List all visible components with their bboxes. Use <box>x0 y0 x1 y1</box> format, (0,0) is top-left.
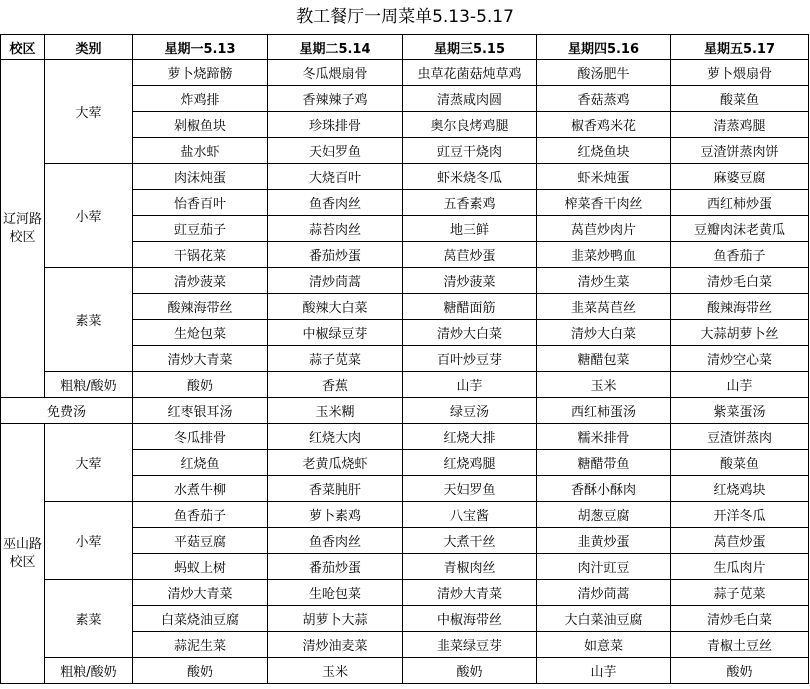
dish-cell: 炸鸡排 <box>133 86 268 112</box>
category-label: 大荤 <box>45 424 133 502</box>
dish-cell: 剁椒鱼块 <box>133 112 268 138</box>
dish-cell: 红烧鱼块 <box>537 138 671 164</box>
dish-cell: 清蒸咸肉圆 <box>403 86 537 112</box>
header-day-fri: 星期五5.17 <box>671 35 809 60</box>
dish-cell: 奥尔良烤鸡腿 <box>403 112 537 138</box>
dish-cell: 中椒绿豆芽 <box>268 320 403 346</box>
dish-cell: 生炝包菜 <box>133 320 268 346</box>
menu-row <box>1 658 809 684</box>
campus-label: 辽河路校区 <box>1 60 45 398</box>
dish-cell: 酸菜鱼 <box>671 450 809 476</box>
header-day-mon: 星期一5.13 <box>133 35 268 60</box>
dish-cell: 清炒茼蒿 <box>268 268 403 294</box>
dish-cell: 大白菜油豆腐 <box>537 606 671 632</box>
dish-cell: 清炒毛白菜 <box>671 268 809 294</box>
dish-cell: 中椒海带丝 <box>403 606 537 632</box>
campus-label: 巫山路校区 <box>1 424 45 684</box>
category-label: 粗粮/酸奶 <box>45 658 133 684</box>
menu-row <box>1 372 809 398</box>
menu-table <box>0 34 809 684</box>
dish-cell: 冬瓜排骨 <box>133 424 268 450</box>
dish-cell: 香蕉 <box>268 372 403 398</box>
dish-cell: 酸奶 <box>133 658 268 684</box>
dish-cell: 鱼香肉丝 <box>268 528 403 554</box>
dish-cell: 如意菜 <box>537 632 671 658</box>
dish-cell: 酸奶 <box>403 658 537 684</box>
dish-cell: 干锅花菜 <box>133 242 268 268</box>
dish-cell: 豆瓣肉沫老黄瓜 <box>671 216 809 242</box>
dish-cell: 莴苣炒蛋 <box>403 242 537 268</box>
soup-section <box>1 398 809 424</box>
dish-cell: 韭菜炒鸭血 <box>537 242 671 268</box>
dish-cell: 白菜烧油豆腐 <box>133 606 268 632</box>
dish-cell: 韭菜莴苣丝 <box>537 294 671 320</box>
header-category: 类别 <box>45 35 133 60</box>
dish-cell: 萝卜烧蹄髈 <box>133 60 268 86</box>
soup-label: 免费汤 <box>1 398 133 424</box>
category-label: 素菜 <box>45 580 133 658</box>
menu-row <box>1 60 809 86</box>
dish-cell: 椒香鸡米花 <box>537 112 671 138</box>
dish-cell: 八宝酱 <box>403 502 537 528</box>
dish-cell: 萝卜煨扇骨 <box>671 60 809 86</box>
dish-cell: 西红柿炒蛋 <box>671 190 809 216</box>
menu-row <box>1 268 809 294</box>
dish-cell: 百叶炒豆芽 <box>403 346 537 372</box>
dish-cell: 玉米 <box>268 658 403 684</box>
dish-cell: 冬瓜煨扇骨 <box>268 60 403 86</box>
dish-cell: 生瓜肉片 <box>671 554 809 580</box>
dish-cell: 韭菜绿豆芽 <box>403 632 537 658</box>
dish-cell: 蒜子苋菜 <box>671 580 809 606</box>
dish-cell: 红烧鸡块 <box>671 476 809 502</box>
dish-cell: 红烧鱼 <box>133 450 268 476</box>
dish-cell: 酸辣海带丝 <box>133 294 268 320</box>
dish-cell: 红烧鸡腿 <box>403 450 537 476</box>
dish-cell: 蚂蚁上树 <box>133 554 268 580</box>
dish-cell: 蒜苔肉丝 <box>268 216 403 242</box>
dish-cell: 莴苣炒蛋 <box>671 528 809 554</box>
menu-row <box>1 580 809 606</box>
dish-cell: 天妇罗鱼 <box>268 138 403 164</box>
dish-cell: 五香素鸡 <box>403 190 537 216</box>
menu-row <box>1 502 809 528</box>
dish-cell: 酸奶 <box>133 372 268 398</box>
dish-cell: 虾米烧冬瓜 <box>403 164 537 190</box>
dish-cell: 清炒茼蒿 <box>537 580 671 606</box>
dish-cell: 清炒菠菜 <box>133 268 268 294</box>
dish-cell: 番茄炒蛋 <box>268 554 403 580</box>
menu-row <box>1 164 809 190</box>
dish-cell: 香辣辣子鸡 <box>268 86 403 112</box>
dish-cell: 山芋 <box>537 658 671 684</box>
dish-cell: 蒜子苋菜 <box>268 346 403 372</box>
dish-cell: 水煮牛柳 <box>133 476 268 502</box>
dish-cell: 糖醋带鱼 <box>537 450 671 476</box>
dish-cell: 怡香百叶 <box>133 190 268 216</box>
dish-cell: 胡葱豆腐 <box>537 502 671 528</box>
soup-item: 紫菜蛋汤 <box>671 398 809 424</box>
dish-cell: 酸辣海带丝 <box>671 294 809 320</box>
dish-cell: 清炒毛白菜 <box>671 606 809 632</box>
dish-cell: 香酥小酥肉 <box>537 476 671 502</box>
dish-cell: 天妇罗鱼 <box>403 476 537 502</box>
dish-cell: 豆渣饼蒸肉 <box>671 424 809 450</box>
dish-cell: 珍珠排骨 <box>268 112 403 138</box>
dish-cell: 山芋 <box>403 372 537 398</box>
header-day-tue: 星期二5.14 <box>268 35 403 60</box>
dish-cell: 大煮干丝 <box>403 528 537 554</box>
dish-cell: 清炒大白菜 <box>537 320 671 346</box>
dish-cell: 酸汤肥牛 <box>537 60 671 86</box>
dish-cell: 玉米 <box>537 372 671 398</box>
category-label: 素菜 <box>45 268 133 372</box>
dish-cell: 麻婆豆腐 <box>671 164 809 190</box>
dish-cell: 糯米排骨 <box>537 424 671 450</box>
dish-cell: 虾米炖蛋 <box>537 164 671 190</box>
header-row <box>1 35 809 60</box>
dish-cell: 山芋 <box>671 372 809 398</box>
dish-cell: 胡萝卜大蒜 <box>268 606 403 632</box>
dish-cell: 平菇豆腐 <box>133 528 268 554</box>
dish-cell: 清炒大青菜 <box>133 346 268 372</box>
dish-cell: 糖醋包菜 <box>537 346 671 372</box>
dish-cell: 地三鲜 <box>403 216 537 242</box>
dish-cell: 糖醋面筋 <box>403 294 537 320</box>
header-day-thu: 星期四5.16 <box>537 35 671 60</box>
soup-item: 绿豆汤 <box>403 398 537 424</box>
dish-cell: 盐水虾 <box>133 138 268 164</box>
campus1-section <box>1 60 809 398</box>
category-label: 粗粮/酸奶 <box>45 372 133 398</box>
dish-cell: 清炒生菜 <box>537 268 671 294</box>
dish-cell: 老黄瓜烧虾 <box>268 450 403 476</box>
dish-cell: 香菜肫肝 <box>268 476 403 502</box>
dish-cell: 肉汁豇豆 <box>537 554 671 580</box>
dish-cell: 蒜泥生菜 <box>133 632 268 658</box>
dish-cell: 莴苣炒肉片 <box>537 216 671 242</box>
campus2-section <box>1 424 809 684</box>
category-label: 小荤 <box>45 164 133 268</box>
dish-cell: 清炒大白菜 <box>403 320 537 346</box>
dish-cell: 生呛包菜 <box>268 580 403 606</box>
dish-cell: 榨菜香干肉丝 <box>537 190 671 216</box>
category-label: 小荤 <box>45 502 133 580</box>
soup-item: 红枣银耳汤 <box>133 398 268 424</box>
dish-cell: 清炒大青菜 <box>133 580 268 606</box>
dish-cell: 清炒空心菜 <box>671 346 809 372</box>
dish-cell: 鱼香肉丝 <box>268 190 403 216</box>
soup-item: 玉米糊 <box>268 398 403 424</box>
header-day-wed: 星期三5.15 <box>403 35 537 60</box>
dish-cell: 鱼香茄子 <box>671 242 809 268</box>
soup-row <box>1 398 809 424</box>
dish-cell: 红烧大肉 <box>268 424 403 450</box>
dish-cell: 酸辣大白菜 <box>268 294 403 320</box>
menu-row <box>1 424 809 450</box>
dish-cell: 大蒜胡萝卜丝 <box>671 320 809 346</box>
dish-cell: 香菇蒸鸡 <box>537 86 671 112</box>
dish-cell: 青椒土豆丝 <box>671 632 809 658</box>
dish-cell: 酸奶 <box>671 658 809 684</box>
dish-cell: 番茄炒蛋 <box>268 242 403 268</box>
dish-cell: 清炒大青菜 <box>403 580 537 606</box>
dish-cell: 萝卜素鸡 <box>268 502 403 528</box>
header-campus: 校区 <box>1 35 45 60</box>
soup-item: 西红柿蛋汤 <box>537 398 671 424</box>
dish-cell: 清炒菠菜 <box>403 268 537 294</box>
dish-cell: 虫草花菌菇炖草鸡 <box>403 60 537 86</box>
page-title: 教工餐厅一周菜单5.13-5.17 <box>296 7 514 27</box>
dish-cell: 豇豆茄子 <box>133 216 268 242</box>
dish-cell: 清炒油麦菜 <box>268 632 403 658</box>
dish-cell: 红烧大排 <box>403 424 537 450</box>
dish-cell: 大烧百叶 <box>268 164 403 190</box>
dish-cell: 豆渣饼蒸肉饼 <box>671 138 809 164</box>
dish-cell: 酸菜鱼 <box>671 86 809 112</box>
dish-cell: 清蒸鸡腿 <box>671 112 809 138</box>
dish-cell: 肉沫炖蛋 <box>133 164 268 190</box>
dish-cell: 韭黄炒蛋 <box>537 528 671 554</box>
dish-cell: 青椒肉丝 <box>403 554 537 580</box>
category-label: 大荤 <box>45 60 133 164</box>
dish-cell: 鱼香茄子 <box>133 502 268 528</box>
dish-cell: 开洋冬瓜 <box>671 502 809 528</box>
dish-cell: 豇豆干烧肉 <box>403 138 537 164</box>
